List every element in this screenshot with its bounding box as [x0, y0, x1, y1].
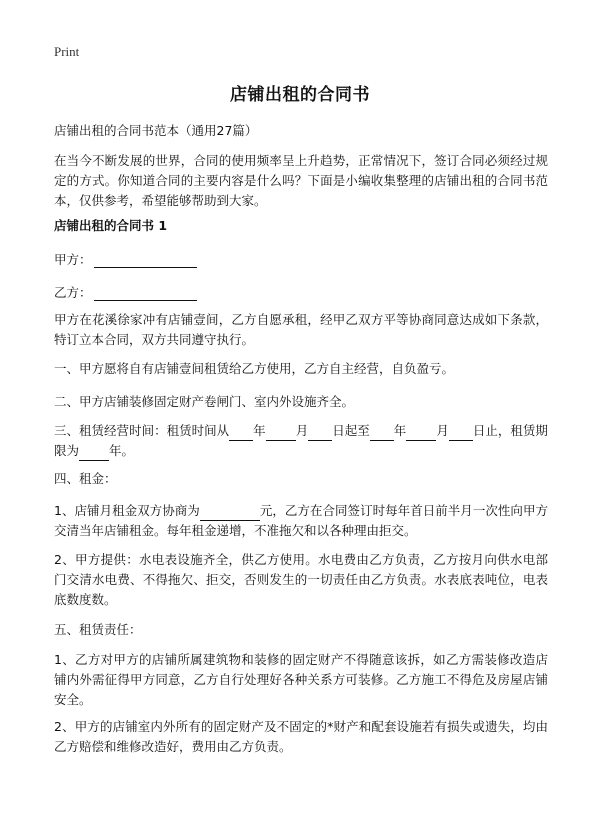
clause-4-1-text-1: 1、店铺月租金双方协商为: [54, 503, 200, 518]
clause-1: 一、甲方愿将自有店铺壹间租赁给乙方使用，乙方自主经营，自负盈亏。: [54, 361, 455, 376]
start-day-blank: [308, 427, 332, 441]
preamble-paragraph: 甲方在花溪徐家冲有店铺壹间，乙方自愿承租，经甲乙双方平等协商同意达成如下条款，特订立本合同，双方共同遵守执行。: [54, 312, 548, 347]
party-a-label: 甲方：: [54, 252, 92, 267]
clause-5-title: 五、租赁责任：: [54, 622, 142, 637]
end-year-blank: [370, 427, 394, 441]
clause-3: [54, 421, 548, 461]
clause-4-1: [54, 501, 548, 541]
start-year-blank: [229, 427, 253, 441]
clause-3-text-3: 月: [295, 423, 309, 438]
party-a-blank: [94, 254, 197, 268]
party-b-line: [54, 283, 197, 301]
clause-3-text-6: 月: [436, 423, 449, 438]
end-month-blank: [406, 427, 436, 441]
clause-2: 二、甲方店铺装修固定财产卷闸门、室内外设施齐全。: [54, 394, 355, 409]
clause-5-2: 2、甲方的店铺室内外所有的固定财产及不固定的*财产和配套设施若有损失或遗失，均由乙方赔偿和维修改造好，费用由乙方负责。: [54, 719, 548, 754]
monthly-rent-blank: [200, 507, 260, 521]
clause-4-1-text-2: 元，乙方在合同签订时每年首日前半月一次性向甲方交清当年店铺租金。每年租金递增，不准拖欠和以各种理由拒交。: [54, 503, 548, 538]
start-month-blank: [266, 427, 296, 441]
clause-3-text-4: 日起至: [332, 423, 370, 438]
document-subtitle: 店铺出租的合同书范本（通用27篇）: [54, 123, 258, 138]
clause-5-1: 1、乙方对甲方的店铺所属建筑物和装修的固定财产不得随意该拆，如乙方需装修改造店铺内外需征得甲方同意，乙方自行处理好各种关系方可装修。乙方施工不得危及房屋店铺安全。: [54, 652, 548, 707]
clause-3-text-2: 年: [253, 423, 266, 438]
term-years-blank: [79, 447, 109, 461]
intro-paragraph: 在当今不断发展的世界，合同的使用频率呈上升趋势，正常情况下，签订合同必须经过规定的方式。你知道合同的主要内容是什么吗？下面是小编收集整理的店铺出租的合同书范本，仅供参考，希望能够帮助到大家。: [54, 153, 548, 208]
party-b-label: 乙方：: [54, 285, 92, 300]
party-a-line: [54, 250, 197, 268]
clause-4-2: 2、甲方提供：水电表设施齐全，供乙方使用。水电费由乙方负责，乙方按月向供水电部门交清水电费、不得拖欠、拒交，否则发生的一切责任由乙方负责。水表底表吨位，电表底数度数。: [54, 552, 548, 607]
party-b-blank: [94, 287, 197, 301]
end-day-blank: [449, 427, 473, 441]
document-title: 店铺出租的合同书: [230, 85, 370, 105]
section-heading: 店铺出租的合同书 1: [54, 218, 168, 233]
clause-4-title: 四、租金：: [54, 471, 117, 486]
print-link[interactable]: Print: [54, 44, 80, 59]
clause-3-text-1: 三、租赁经营时间：租赁时间从: [54, 423, 230, 438]
clause-3-text-7: 日止，租赁期限为: [54, 423, 548, 458]
clause-3-text-5: 年: [393, 423, 407, 438]
clause-3-text-8: 年。: [109, 443, 135, 458]
